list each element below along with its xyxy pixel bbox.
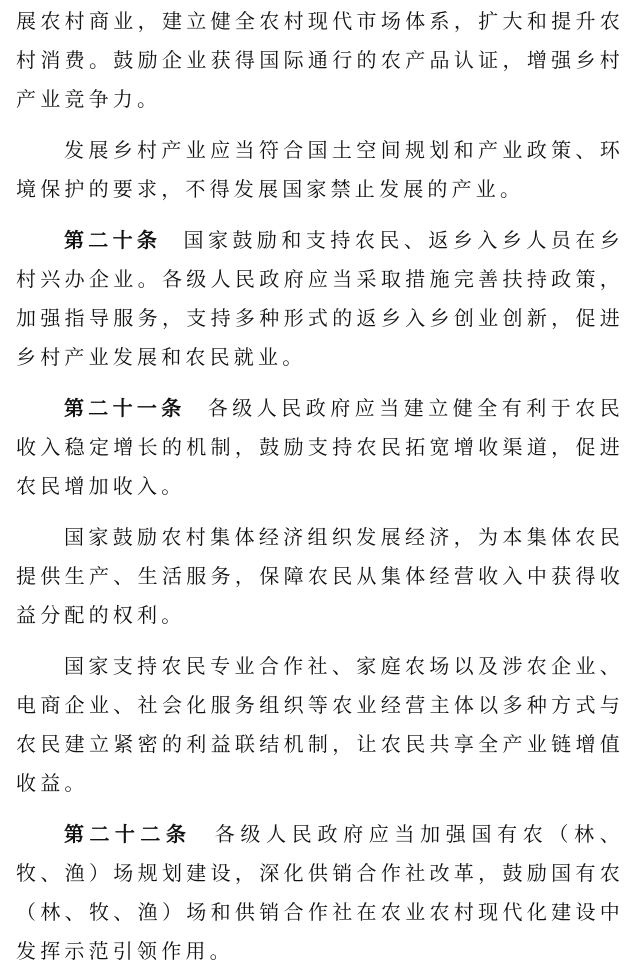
- paragraph-text: 国家支持农民专业合作社、家庭农场以及涉农企业、电商企业、社会化服务组织等农业经营主体以多种方式与农民建立紧密的利益联结机制，让农民共享全产业链增值收益。: [16, 654, 624, 795]
- paragraph-text: 各级人民政府应当建立健全有利于农民收入稳定增长的机制，鼓励支持农民拓宽增收渠道，促进农民增加收入。: [16, 396, 624, 498]
- paragraph: [16, 647, 624, 803]
- paragraph-text: 各级人民政府应当加强国有农（林、牧、渔）场规划建设，深化供销合作社改革，鼓励国有农（林、牧、渔）场和供销合作社在农业农村现代化建设中发挥示范引领作用。: [16, 822, 625, 963]
- paragraph-continuation: [16, 2, 624, 119]
- paragraph: [16, 518, 624, 635]
- paragraph-text: 展农村商业，建立健全农村现代市场体系，扩大和提升农村消费。鼓励企业获得国际通行的农产品认证，增强乡村产业竞争力。: [16, 9, 624, 111]
- article-22-paragraph: [16, 815, 624, 971]
- paragraph: [16, 131, 624, 209]
- article-number: 第二十一条: [64, 396, 186, 420]
- paragraph-text: 国家鼓励和支持农民、返乡入乡人员在乡村兴办企业。各级人民政府应当采取措施完善扶持政策，加强指导服务，支持多种形式的返乡入乡创业创新，促进乡村产业发展和农民就业。: [16, 228, 625, 369]
- article-number: 第二十条: [64, 228, 162, 252]
- article-20-paragraph: [16, 221, 624, 377]
- article-21-paragraph: [16, 389, 624, 506]
- paragraph-text: 国家鼓励农村集体经济组织发展经济，为本集体农民提供生产、生活服务，保障农民从集体经营收入中获得收益分配的权利。: [16, 525, 624, 627]
- paragraph-text: 发展乡村产业应当符合国土空间规划和产业政策、环境保护的要求，不得发展国家禁止发展的产业。: [16, 138, 624, 201]
- article-number: 第二十二条: [64, 822, 192, 846]
